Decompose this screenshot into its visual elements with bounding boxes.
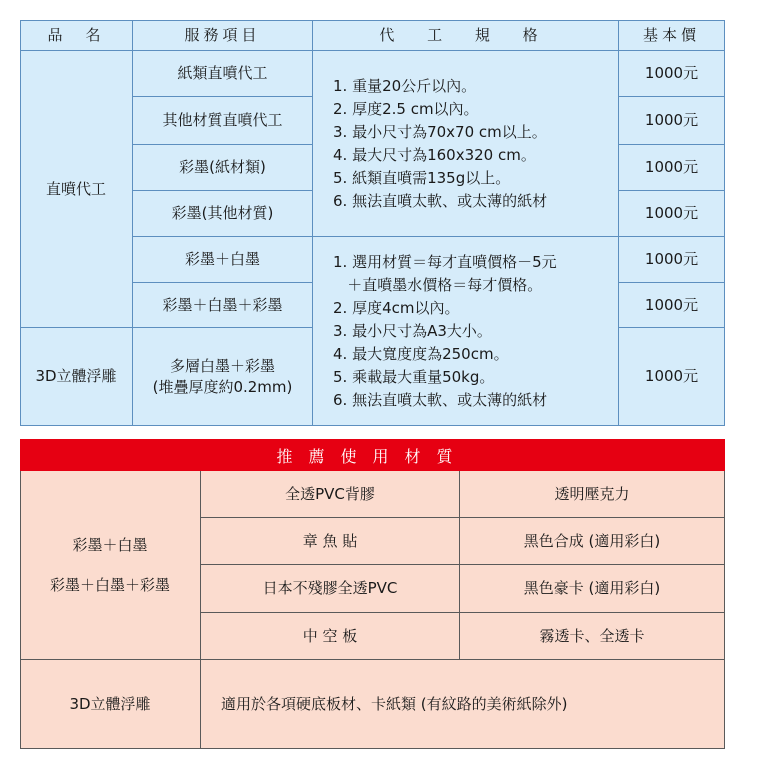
- material-cell: 黑色豪卡 (適用彩白): [460, 565, 725, 613]
- group-label: 彩墨＋白墨＋彩墨: [49, 576, 170, 594]
- spec-line: 1. 選用材質＝每才直噴價格－5元: [333, 252, 557, 271]
- recommended-materials-title: 推薦使用材質: [20, 439, 725, 471]
- header-base-price: 基本價: [619, 20, 725, 51]
- price-cell: 1000元: [619, 328, 725, 426]
- service-item: 彩墨(紙材類): [133, 145, 313, 191]
- material-cell: 章 魚 貼: [201, 518, 460, 565]
- service-item: 多層白墨＋彩墨 (堆疊厚度約0.2mm): [133, 328, 313, 426]
- spec-line: 6. 無法直噴太軟、或太薄的紙材: [333, 191, 548, 210]
- spec-line: 4. 最大尺寸為160x320 cm。: [333, 145, 536, 164]
- spec-line: 6. 無法直噴太軟、或太薄的紙材: [333, 390, 548, 409]
- group-label: 彩墨＋白墨: [72, 536, 148, 554]
- service-item: 彩墨(其他材質): [133, 191, 313, 237]
- material-cell: 全透PVC背膠: [201, 471, 460, 518]
- spec-line: 5. 乘載最大重量50kg。: [333, 367, 495, 386]
- price-cell: 1000元: [619, 283, 725, 328]
- price-cell: 1000元: [619, 237, 725, 283]
- header-service-item: 服務項目: [133, 20, 313, 51]
- service-item: 彩墨＋白墨: [133, 237, 313, 283]
- material-cell: 中 空 板: [201, 613, 460, 660]
- material-cell: 透明壓克力: [460, 471, 725, 518]
- pricing-table: [20, 20, 725, 426]
- spec-line: ＋直噴墨水價格＝每才價格。: [333, 275, 543, 294]
- header-product-name: 品 名: [20, 20, 133, 51]
- materials-table: [20, 471, 725, 749]
- spec-block-direct-print: [313, 51, 619, 237]
- material-cell: 黑色合成 (適用彩白): [460, 518, 725, 565]
- spec-line: 5. 紙類直噴需135g以上。: [333, 168, 511, 187]
- service-item: 紙類直噴代工: [133, 51, 313, 97]
- price-cell: 1000元: [619, 97, 725, 145]
- spec-line: 3. 最小尺寸為70x70 cm以上。: [333, 122, 547, 141]
- material-cell: 霧透卡、全透卡: [460, 613, 725, 660]
- price-cell: 1000元: [619, 51, 725, 97]
- spec-line: 4. 最大寬度度為250cm。: [333, 344, 509, 363]
- materials-group-3d-relief: 3D立體浮雕: [20, 660, 201, 749]
- group-3d-relief: 3D立體浮雕: [20, 328, 133, 426]
- materials-3d-relief-note: 適用於各項硬底板材、卡紙類 (有紋路的美術紙除外): [201, 660, 725, 749]
- material-cell: 日本不殘膠全透PVC: [201, 565, 460, 613]
- spec-line: 2. 厚度2.5 cm以內。: [333, 99, 479, 118]
- header-spec: 代 工 規 格: [313, 20, 619, 51]
- group-direct-print: 直噴代工: [20, 51, 133, 328]
- price-cell: 1000元: [619, 145, 725, 191]
- service-item: 彩墨＋白墨＋彩墨: [133, 283, 313, 328]
- spec-line: 1. 重量20公斤以內。: [333, 76, 477, 95]
- spec-line: 3. 最小尺寸為A3大小。: [333, 321, 492, 340]
- price-cell: 1000元: [619, 191, 725, 237]
- service-item: 其他材質直噴代工: [133, 97, 313, 145]
- spec-block-ink: [313, 237, 619, 426]
- spec-line: 2. 厚度4cm以內。: [333, 298, 460, 317]
- materials-group-ink: [20, 471, 201, 660]
